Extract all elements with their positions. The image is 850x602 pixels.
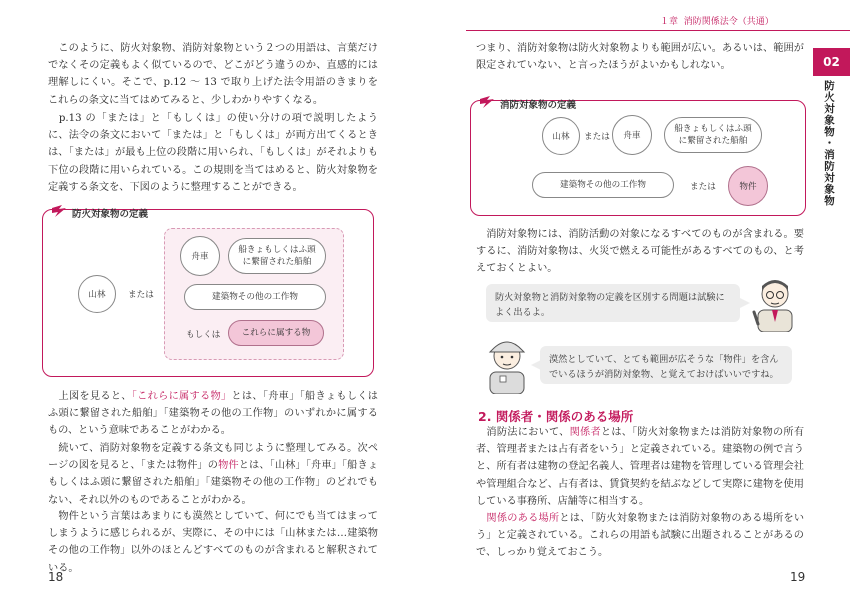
right-kenchiku-pill: 建築物その他の工作物 xyxy=(532,172,674,198)
left-paragraph-3 xyxy=(48,388,378,440)
left-p4-end: とは、「山林」「舟車」「船きょもしくはふ頭に繋留された船舶」「建築物その他の工作物」のどれでもない、それ以外のものであることがわかる。 xyxy=(48,460,379,506)
right-paragraph-3 xyxy=(476,424,804,510)
right-p4-end: とは、「防火対象物または消防対象物のある場所をいう」と定義されている。これらの用語も試験に出題されることがあるので、しっかり覚えておこう。 xyxy=(476,513,805,559)
section-tab: 02 xyxy=(813,48,850,76)
teacher-avatar-icon xyxy=(752,272,798,332)
left-page-number: 18 xyxy=(48,570,64,584)
left-p4-highlight: 物件 xyxy=(218,460,239,472)
right-p4-highlight: 関係のある場所 xyxy=(486,513,560,524)
fire-object-definition-title: 防火対象物の定義 xyxy=(72,209,149,220)
right-or-label-2: または xyxy=(690,182,716,192)
right-or-label-1: または xyxy=(584,132,610,142)
right-p4-start xyxy=(476,513,486,524)
right-paragraph-2: 消防対象物には、消防活動の対象になるすべてのものが含まれる。要するに、消防対象物は、火災で燃える可能性があるすべてのもの、と考えておくとよい。 xyxy=(476,229,804,275)
left-p3-start: 上図を見ると、 xyxy=(48,391,132,402)
left-paragraph-4 xyxy=(48,440,378,509)
right-shusha-circle: 舟車 xyxy=(612,115,652,155)
left-p3-end: とは、「舟車」「船きょもしくはふ頭に繋留された船舶」「建築物その他の工作物」のいずれかに属するもの、という意味であることがわかる。 xyxy=(48,391,378,437)
left-paragraph-2: p.13 の「または」と「もしくは」の使い分けの項で説明したように、法令の条文において「または」と「もしくは」が両方出てくるときは、「または」が最も上位の段階に用いられ、「もしくは」がそれよりも下位の段階に用いられている。この規則を当てはめると、防火対象物を定義する条文を、下図のように整理することができる。 xyxy=(48,113,378,193)
lightning-icon-2 xyxy=(478,95,496,109)
yamabayashi-circle: 山林 xyxy=(78,275,116,313)
fire-service-object-definition-title: 消防対象物の定義 xyxy=(500,100,577,111)
shusha-circle: 舟車 xyxy=(180,236,220,276)
left-p4-start: 続いて、消防対象物を定義する条文も同じように整理してみる。次ページの図を見ると、「または物件」の xyxy=(48,443,378,472)
right-p3-end: とは、「防火対象物または消防対象物の所有者、管理者または占有者をいう」と定義されている。建築物の例で言うと、所有者は建物の登記名義人、管理者は建物を管理している管理会社や管理組合など、占有者は、賃貸契約を結ぶなどして実際に建物を使用している事務所、店舗等に相当する。 xyxy=(476,427,805,507)
speech-bubble-student: 漠然としていて、とても範囲が広そうな「物件」を含んでいるほうが消防対象物、と覚えておけばいいですね。 xyxy=(540,346,792,384)
speech-bubble-teacher: 防火対象物と消防対象物の定義を区別する問題は試験によく出るよ。 xyxy=(486,284,740,322)
left-p3-highlight: 「これらに属する物」 xyxy=(131,391,232,402)
left-paragraph-5: 物件という言葉はあまりにも漠然としていて、何にでも当てはまってしまうように感じられるが、実際に、その中には「山林または…建築物その他の工作物」以外のほとんどすべてのものが含まれると解釈されている。 xyxy=(48,511,378,574)
section-heading: 2. 関係者・関係のある場所 xyxy=(478,409,634,424)
bukken-circle: 物件 xyxy=(728,166,768,206)
right-paragraph-1: つまり、消防対象物は防火対象物よりも範囲が広い。あるいは、範囲が限定されていない、と言ったほうがよいかもしれない。 xyxy=(476,43,804,72)
lightning-icon xyxy=(50,204,68,218)
header-rule xyxy=(466,30,850,31)
right-p3-start: 消防法において、 xyxy=(476,427,570,438)
senkyo-pill: 船きょもしくはふ頭に繋留された船舶 xyxy=(228,238,326,274)
right-paragraph-4 xyxy=(476,510,804,562)
moshikuwa-label: もしくは xyxy=(186,330,221,340)
bubble-tail-icon xyxy=(740,298,750,308)
bubble-tail-icon-2 xyxy=(531,360,541,370)
chapter-number: １章 xyxy=(660,17,679,27)
running-header xyxy=(660,14,774,27)
right-yamabayashi-circle: 山林 xyxy=(542,117,580,155)
section-tab-title: 防火対象物・消防対象物 xyxy=(823,80,835,207)
korera-pill: これらに属する物 xyxy=(228,320,324,346)
left-paragraph-1: このように、防火対象物、消防対象物という２つの用語は、言葉だけでなくその定義もよく似ているので、どこがどう違うのか、直感的には理解しにくい。そこで、p.12 〜 13 で取り上げた法令用語のきまりをこれらの条文に当てはめてみると、少しわかりやすくなる。 xyxy=(48,43,378,106)
right-page-number: 19 xyxy=(790,570,806,584)
right-p3-highlight: 関係者 xyxy=(569,427,601,438)
chapter-title: 消防関係法令（共通） xyxy=(683,17,774,27)
right-senkyo-pill: 船きょもしくはふ頭に繋留された船舶 xyxy=(664,117,762,153)
student-avatar-icon xyxy=(484,332,530,394)
or-label: または xyxy=(128,290,154,300)
kenchiku-pill: 建築物その他の工作物 xyxy=(184,284,326,310)
